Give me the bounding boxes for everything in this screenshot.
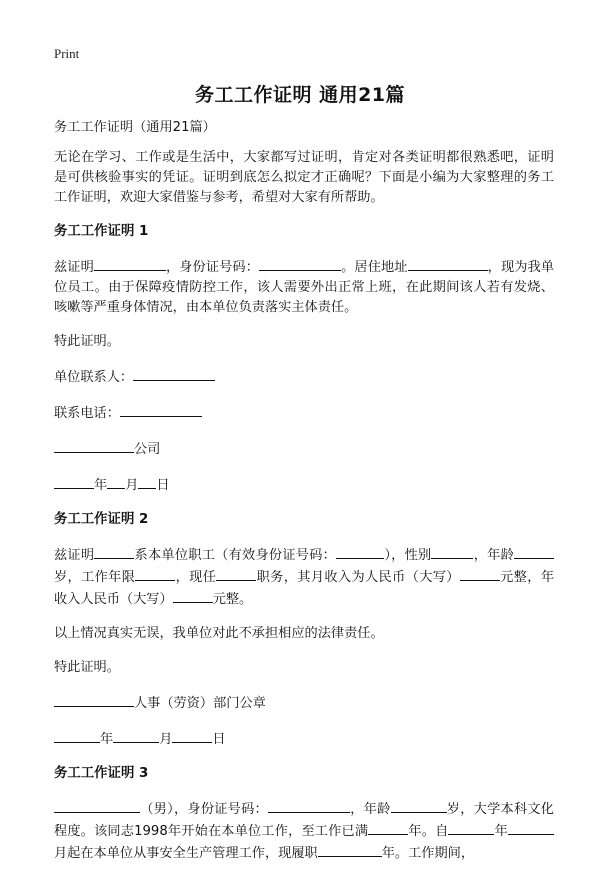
- s2-text: 元整，年收入人民币（大写）: [54, 570, 555, 607]
- year-label: 年: [100, 732, 114, 747]
- s3-text: 年: [494, 824, 509, 839]
- day-label: 日: [212, 732, 226, 747]
- year-label: 年: [94, 478, 108, 493]
- blank-dept[interactable]: [54, 692, 134, 707]
- section-2-paragraph: [54, 544, 554, 610]
- s2-text: ），性别: [384, 548, 432, 563]
- blank-company[interactable]: [54, 438, 134, 453]
- section-1-phone-line: [54, 402, 554, 424]
- blank-contact[interactable]: [133, 366, 215, 381]
- blank-monthly-income[interactable]: [460, 566, 500, 581]
- section-1-paragraph: [54, 256, 554, 318]
- phone-label: 联系电话：: [54, 406, 120, 421]
- blank-month[interactable]: [113, 728, 159, 743]
- s1-text: ，现为我单位员工。由于保障疫情防控工作，该人需要外出正常上班，在此期间该人若有发烧、咳嗽等严重身体情况，由本单位负责落实主体责任。: [54, 260, 555, 315]
- s2-text: 职务，其月收入为人民币（大写）: [256, 570, 460, 585]
- document-subtitle: 务工工作证明（通用21篇）: [54, 120, 216, 135]
- blank-name[interactable]: [94, 256, 166, 271]
- s3-text: 岁，大学本科文化程度。该同志1998年开始在本单位工作，至工作已满: [54, 802, 554, 839]
- s3-text: 年。自: [408, 824, 449, 839]
- blank-year[interactable]: [54, 474, 94, 489]
- s2-text: 兹证明: [54, 548, 95, 563]
- section-1-date-line: [54, 474, 554, 496]
- blank-month[interactable]: [107, 474, 125, 489]
- section-1-company-line: [54, 438, 554, 460]
- blank-duty-years[interactable]: [318, 842, 382, 857]
- blank-day[interactable]: [138, 474, 156, 489]
- s1-text: 兹证明: [54, 260, 94, 275]
- blank-phone[interactable]: [120, 402, 202, 417]
- section-2-statement: 以上情况真实无误，我单位对此不承担相应的法律责任。: [54, 626, 384, 641]
- s2-text: ，年龄: [473, 548, 515, 563]
- section-2-heading: 务工工作证明 2: [54, 512, 149, 527]
- section-3-heading: 务工工作证明 3: [54, 766, 149, 781]
- blank-day[interactable]: [172, 728, 212, 743]
- section-2-certify: 特此证明。: [54, 660, 120, 675]
- month-label: 月: [159, 732, 173, 747]
- blank-years[interactable]: [135, 566, 175, 581]
- print-link[interactable]: Print: [54, 46, 80, 61]
- contact-label: 单位联系人：: [54, 370, 134, 385]
- blank-age[interactable]: [391, 798, 447, 813]
- blank-address[interactable]: [408, 256, 488, 271]
- document-body: [54, 118, 554, 878]
- blank-age[interactable]: [514, 544, 554, 559]
- company-label: 公司: [134, 442, 161, 457]
- blank-annual-income[interactable]: [173, 588, 213, 603]
- section-3-paragraph: [54, 798, 554, 864]
- section-2-dept-line: [54, 692, 554, 714]
- dept-label: 人事（劳资）部门公章: [134, 696, 266, 711]
- blank-id-number[interactable]: [336, 544, 384, 559]
- month-label: 月: [125, 478, 139, 493]
- s2-text: 岁，工作年限: [54, 570, 136, 585]
- blank-name[interactable]: [54, 798, 140, 813]
- s3-text: 月起在本单位从事安全生产管理工作，现履职: [54, 846, 318, 861]
- blank-id-number[interactable]: [268, 798, 350, 813]
- document-title: 务工工作证明 通用21篇: [194, 84, 406, 106]
- s2-text: ，现任: [175, 570, 217, 585]
- s1-text: ，身份证号码：: [165, 260, 260, 275]
- section-1-certify: 特此证明。: [54, 334, 120, 349]
- blank-position[interactable]: [216, 566, 256, 581]
- blank-year[interactable]: [54, 728, 100, 743]
- section-2-date-line: [54, 728, 554, 750]
- s3-text: 年。工作期间，: [381, 846, 475, 861]
- s2-text: 元整。: [212, 592, 253, 607]
- section-1-contact-line: [54, 366, 554, 388]
- intro-paragraph: 无论在学习、工作或是生活中，大家都写过证明，肯定对各类证明都很熟悉吧，证明是可供核验事实的凭证。证明到底怎么拟定才正确呢？下面是小编为大家整理的务工工作证明，欢迎大家借鉴与参考，希望对大家有所帮助。: [54, 150, 554, 205]
- blank-id-number[interactable]: [259, 256, 341, 271]
- day-label: 日: [156, 478, 170, 493]
- section-1-heading: 务工工作证明 1: [54, 224, 149, 239]
- s3-text: ，年龄: [349, 802, 391, 817]
- s3-text: （男），身份证号码：: [140, 802, 268, 817]
- s2-text: 系本单位职工（有效身份证号码：: [134, 548, 337, 563]
- blank-name[interactable]: [94, 544, 134, 559]
- s1-text: 。居住地址: [341, 260, 408, 275]
- blank-gender[interactable]: [431, 544, 473, 559]
